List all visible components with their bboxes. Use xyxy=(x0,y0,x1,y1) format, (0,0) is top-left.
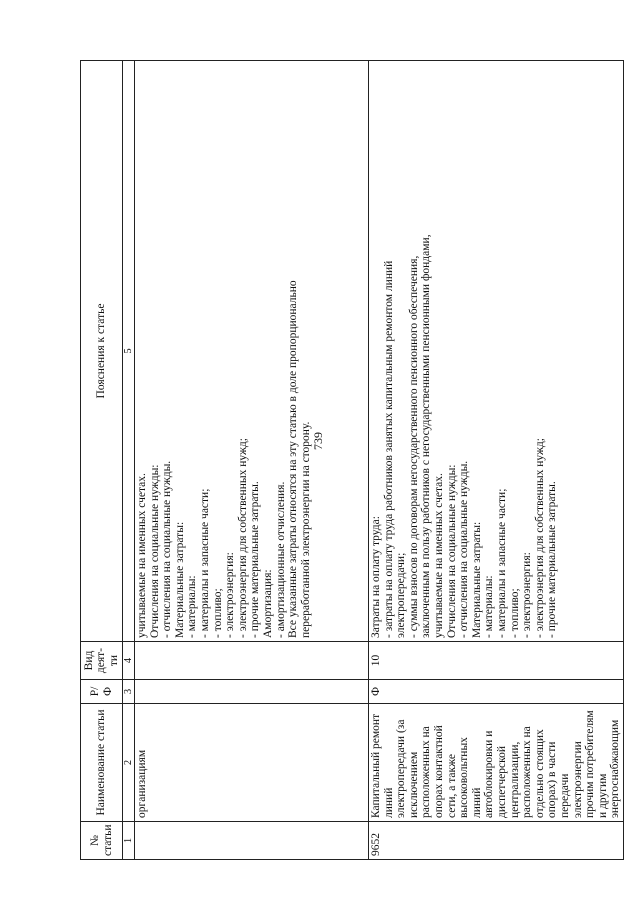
article-name: Капитальный ремонт линий электропередачи (за исключением расположенных на опорах контактной сети, а также высоковольтных линий автоблокировки и диспетчерской централизации, расположенных на отдельно стоящих опорах) в части передачи электроэнергии прочим потребителям и другим энергоснабжающим xyxy=(369,704,624,822)
explanation-line: Все указанные затраты относятся на эту статью в доле пропорционально xyxy=(287,280,300,638)
explanation-line: Материальные затраты: xyxy=(173,521,186,638)
explanation-line: - отчисления на социальные нужды. xyxy=(458,460,471,638)
explanation-line: электропередачи; xyxy=(395,552,408,638)
header-activity-type: Вид деят-ти xyxy=(81,642,123,680)
explanation-line: - материалы: xyxy=(483,575,496,638)
header-rf: Р/ Ф xyxy=(81,680,123,704)
explanation-line: Отчисления на социальные нужды: xyxy=(445,464,458,638)
column-number: 1 xyxy=(123,822,135,860)
explanation-line: - материалы и запасные части; xyxy=(495,488,508,638)
header-article-name: Наименование статьи xyxy=(81,704,123,822)
article-activity xyxy=(135,642,369,680)
explanation-line: заключенным в пользу работников с негосударственными пенсионными фондами, xyxy=(420,234,433,638)
explanation-line: Амортизация: xyxy=(261,569,274,638)
explanation-line: - материалы: xyxy=(186,575,199,638)
explanation-line: Затраты на оплату труда: xyxy=(370,516,382,638)
explanation-line: - суммы взносов по договорам негосударственного пенсионного обеспечения, xyxy=(407,255,420,638)
table-row xyxy=(369,61,624,860)
explanation-line: Материальные затраты: xyxy=(470,521,483,638)
article-number: 9652 xyxy=(369,822,624,860)
column-number-row xyxy=(123,61,135,860)
article-rf: Ф xyxy=(369,680,624,704)
article-number xyxy=(135,822,369,860)
explanation-line: учитываемые на именных счетах. xyxy=(432,473,445,638)
article-rf xyxy=(135,680,369,704)
article-name: организациям xyxy=(135,704,369,822)
column-number: 5 xyxy=(123,61,135,642)
explanation-line: - прочие материальные затраты. xyxy=(546,481,559,638)
explanation-line: - прочие материальные затраты. xyxy=(249,481,262,638)
column-number: 2 xyxy=(123,704,135,822)
explanation-line: учитываемые на именных счетах. xyxy=(136,473,148,638)
explanation-line: - амортизационные отчисления. xyxy=(274,481,287,638)
rotated-table-container xyxy=(80,60,622,860)
column-number: 3 xyxy=(123,680,135,704)
explanation-line: переработанной электроэнергии на сторону. xyxy=(299,421,312,638)
explanation-line: - затраты на оплату труда работников занятых капитальным ремонтом линий xyxy=(382,260,395,638)
articles-table xyxy=(80,60,624,860)
explanation-line: - электроэнергия: xyxy=(521,552,534,638)
header-explanation: Пояснения к статье xyxy=(81,61,123,642)
explanation-line: - электроэнергия для собственных нужд; xyxy=(533,438,546,638)
header-article-number: № статьи xyxy=(81,822,123,860)
article-activity: 10 xyxy=(369,642,624,680)
explanation-line: Отчисления на социальные нужды: xyxy=(148,464,161,638)
column-number: 4 xyxy=(123,642,135,680)
explanation-line: - топливо; xyxy=(211,588,224,638)
table-row xyxy=(135,61,369,860)
page-number: 739 xyxy=(311,432,325,450)
explanation-line: - материалы и запасные части; xyxy=(198,488,211,638)
article-explanation xyxy=(369,61,624,642)
explanation-line: - отчисления на социальные нужды. xyxy=(161,460,174,638)
table-header-row xyxy=(81,61,123,860)
article-explanation xyxy=(135,61,369,642)
explanation-line: - топливо; xyxy=(508,588,521,638)
explanation-line: - электроэнергия: xyxy=(224,552,237,638)
explanation-line: - электроэнергия для собственных нужд; xyxy=(236,438,249,638)
